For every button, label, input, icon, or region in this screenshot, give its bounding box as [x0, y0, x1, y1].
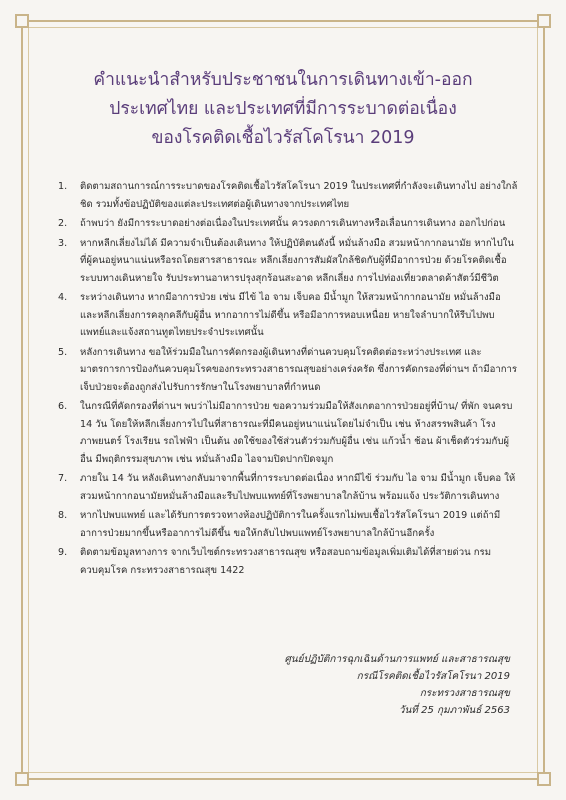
- issuer-subject: กรณีโรคติดเชื้อไวรัสโคโรนา 2019: [356, 671, 510, 682]
- item-number: 3.: [58, 237, 68, 249]
- item-text: หากไปพบแพทย์ และได้รับการตรวจทางห้องปฏิบัติการในครั้งแรกไม่พบเชื้อไวรัสโคโรนา 2019 แต่ถ้ามีอาการป่วยมากขึ้นหรืออาการไม่ดีขึ้น ขอให้กลับไปพบแพทย์โรงพยาบาลใกล้บ้านอีกครั้ง: [80, 510, 501, 539]
- list-item: [58, 507, 518, 542]
- item-text: ถ้าพบว่า ยังมีการระบาดอย่างต่อเนื่องในประเทศนั้น ควรงดการเดินทางหรือเลื่อนการเดินทาง ออกไปก่อน: [80, 218, 506, 229]
- page-title: [40, 66, 526, 153]
- frame-corner-ornament: [15, 772, 29, 786]
- item-number: 8.: [58, 510, 68, 521]
- list-item: [58, 178, 518, 213]
- item-text: ในกรณีที่คัดกรองที่ด่านฯ พบว่าไม่มีอาการป่วย ขอความร่วมมือให้สังเกตอาการป่วยอยู่ที่บ้าน/ ที่พัก จนครบ 14 วัน โดยให้หลีกเลี่ยงการไปในที่สาธารณะที่มีคนอยู่หนาแน่นโดยไม่จำเป็น เช่น ห้างสรรพสินค้า โรงภาพยนตร์ โรงเรียน รถไฟฟ้า เป็นต้น งดใช้ของใช้ส่วนตัวร่วมกับผู้อื่น เช่น แก้วน้ำ ช้อน ผ้าเช็ดตัวร่วมกับผู้อื่น มีพฤติกรรมสุขภาพ เช่น หมั่นล้างมือ ไอจามปิดปากปิดจมูก: [80, 401, 513, 465]
- item-number: 4.: [58, 292, 68, 303]
- item-number: 5.: [58, 346, 68, 358]
- list-item: [58, 215, 518, 233]
- list-item: [58, 398, 518, 468]
- title-line-1: คำแนะนำสำหรับประชาชนในการเดินทางเข้า-ออก: [93, 70, 473, 90]
- frame-corner-ornament: [537, 14, 551, 28]
- issuer-name: ศูนย์ปฏิบัติการฉุกเฉินด้านการแพทย์ และสาธารณสุข: [284, 654, 510, 665]
- list-item: [58, 289, 518, 342]
- item-number: 6.: [58, 401, 68, 412]
- item-text: ภายใน 14 วัน หลังเดินทางกลับมาจากพื้นที่การระบาดต่อเนื่อง หากมีไข้ ร่วมกับ ไอ จาม มีน้ำมูก เจ็บคอ ให้สวมหน้ากากอนามัยหมั่นล้างมือและรีบไปพบแพทย์ที่โรงพยาบาลใกล้บ้าน พร้อมแจ้ง ประวัติการเดินทาง: [80, 473, 516, 502]
- title-line-3: ของโรคติดเชื้อไวรัสโคโรนา 2019: [151, 128, 415, 148]
- signature-block: [180, 651, 510, 719]
- item-number: 7.: [58, 473, 68, 484]
- item-number: 9.: [58, 547, 68, 558]
- item-text: ติดตามสถานการณ์การระบาดของโรคติดเชื้อไวรัสโคโรนา 2019 ในประเทศที่กำลังจะเดินทางไป อย่างใกล้ชิด รวมทั้งข้อปฏิบัติของแต่ละประเทศต่อผู้เดินทางจากประเทศไทย: [80, 181, 518, 210]
- item-number: 1.: [58, 181, 68, 192]
- issuer-ministry: กระทรวงสาธารณสุข: [419, 688, 510, 699]
- list-item: [58, 344, 518, 397]
- list-item: [58, 235, 518, 288]
- item-number: 2.: [58, 218, 68, 229]
- frame-corner-ornament: [15, 14, 29, 28]
- item-text: ติดตามข้อมูลทางการ จากเว็บไซต์กระทรวงสาธารณสุข หรือสอบถามข้อมูลเพิ่มเติมได้ที่สายด่วน กรมควบคุมโรค กระทรวงสาธารณสุข 1422: [80, 547, 492, 576]
- list-item: [58, 544, 518, 579]
- item-text: ระหว่างเดินทาง หากมีอาการป่วย เช่น มีไข้ ไอ จาม เจ็บคอ มีน้ำมูก ให้สวมหน้ากากอนามัย หมั่นล้างมือ และหลีกเลี่ยงการคลุกคลีกับผู้อื่น หากอาการไม่ดีขึ้น หรือมีอาการหอบเหนื่อย หายใจลำบากให้รีบไปพบแพทย์และแจ้งสถานทูตไทยประจำประเทศนั้น: [80, 292, 501, 338]
- issue-date: วันที่ 25 กุมภาพันธ์ 2563: [398, 705, 510, 716]
- list-item: [58, 470, 518, 505]
- item-text: หากหลีกเลี่ยงไม่ได้ มีความจำเป็นต้องเดินทาง ให้ปฏิบัติตนดังนี้ หมั่นล้างมือ สวมหน้ากากอนามัย หากไปในที่ผู้คนอยู่หนาแน่นหรือรถโดยสารสาธารณะ หลีกเลี่ยงการสัมผัสใกล้ชิดกับผู้ที่มีอาการป่วย ด้วยโรคติดเชื้อระบบทางเดินหายใจ รับประทานอาหารปรุงสุกร้อนสะอาด หลีกเลี่ยง การไปท่องเที่ยวตลาดค้าสัตว์มีชีวิต: [80, 237, 514, 284]
- advice-list: [58, 178, 518, 581]
- frame-corner-ornament: [537, 772, 551, 786]
- title-line-2: ประเทศไทย และประเทศที่มีการระบาดต่อเนื่อง: [109, 99, 457, 119]
- item-text: หลังการเดินทาง ขอให้ร่วมมือในการคัดกรองผู้เดินทางที่ด่านควบคุมโรคติดต่อระหว่างประเทศ และมาตรการการป้องกันควบคุมโรคของกระทรวงสาธารณสุขอย่างเคร่งครัด ซึ่งการคัดกรองที่ด่านฯ ถ้ามีอาการเจ็บป่วยจะต้องถูกส่งไปรับการรักษาในโรงพยาบาลที่กำหนด: [80, 346, 518, 393]
